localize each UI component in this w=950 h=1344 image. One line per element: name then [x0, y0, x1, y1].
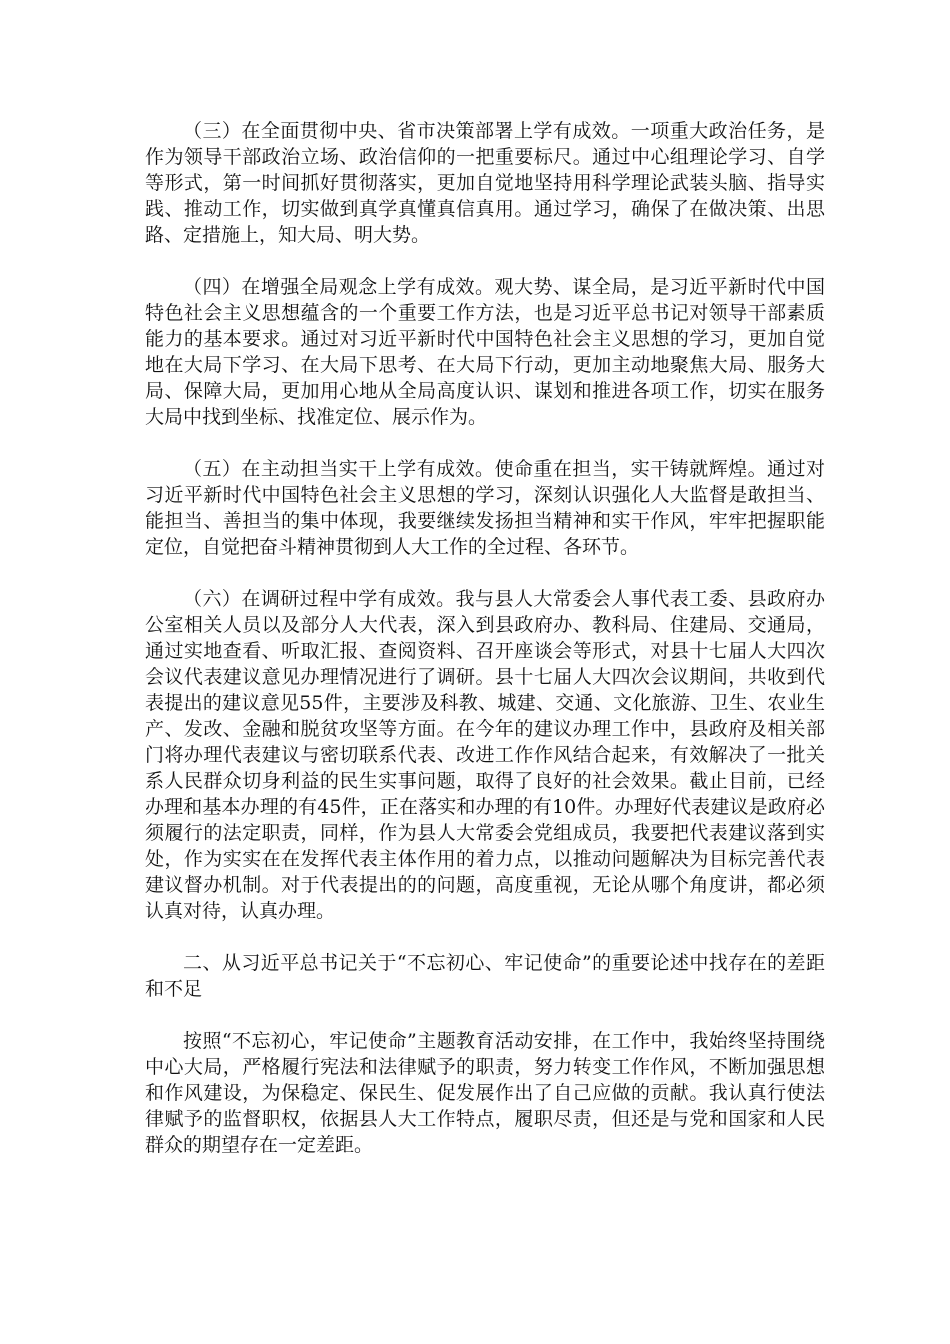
document-page: [145, 118, 825, 1184]
paragraph-section-3: （三）在全面贯彻中央、省市决策部署上学有成效。一项重大政治任务，是作为领导干部政治立场、政治信仰的一把重要标尺。通过中心组理论学习、自学等形式，第一时间抓好贯彻落实，更加自觉地坚持用科学理论武装头脑、指导实践、推动工作，切实做到真学真懂真信真用。通过学习，确保了在做决策、出思路、定措施上，知大局、明大势。: [145, 120, 825, 246]
paragraph-section-6: （六）在调研过程中学有成效。我与县人大常委会人事代表工委、县政府办公室相关人员以及部分人大代表，深入到县政府办、教科局、住建局、交通局，通过实地查看、听取汇报、查阅资料、召开座谈会等形式，对县十七届人大四次会议代表建议意见办理情况进行了调研。县十七届人大四次会议期间，共收到代表提出的建议意见55件，主要涉及科教、城建、交通、文化旅游、卫生、农业生产、发改、金融和脱贫攻坚等方面。在今年的建议办理工作中，县政府及相关部门将办理代表建议与密切联系代表、改进工作作风结合起来，有效解决了一批关系人民群众切身利益的民生实事问题，取得了良好的社会效果。截止目前，已经办理和基本办理的有45件，正在落实和办理的有10件。办理好代表建议是政府必须履行的法定职责，同样，作为县人大常委会党组成员，我要把代表建议落到实处，作为实实在在发挥代表主体作用的着力点，以推动问题解决为目标完善代表建议督办机制。对于代表提出的的问题，高度重视，无论从哪个角度讲，都必须认真对待，认真办理。: [145, 588, 825, 922]
paragraph-part-2-intro: 按照“不忘初心，牢记使命”主题教育活动安排，在工作中，我始终坚持围绕中心大局，严格履行宪法和法律赋予的职责，努力转变工作作风，不断加强思想和作风建设，为保稳定、保民生、促发展作出了自己应做的贡献。我认真行使法律赋予的监督职权，依据县人大工作特点，履职尽责，但还是与党和国家和人民群众的期望存在一定差距。: [145, 1030, 825, 1156]
heading-part-2: 二、从习近平总书记关于“不忘初心、牢记使命”的重要论述中找存在的差距和不足: [145, 952, 825, 1000]
paragraph-section-4: （四）在增强全局观念上学有成效。观大势、谋全局，是习近平新时代中国特色社会主义思想蕴含的一个重要工作方法，也是习近平总书记对领导干部素质能力的基本要求。通过对习近平新时代中国特色社会主义思想的学习，更加自觉地在大局下学习、在大局下思考、在大局下行动，更加主动地聚焦大局、服务大局、保障大局，更加用心地从全局高度认识、谋划和推进各项工作，切实在服务大局中找到坐标、找准定位、展示作为。: [145, 276, 825, 428]
paragraph-section-5: （五）在主动担当实干上学有成效。使命重在担当，实干铸就辉煌。通过对习近平新时代中国特色社会主义思想的学习，深刻认识强化人大监督是敢担当、能担当、善担当的集中体现，我要继续发扬担当精神和实干作风，牢牢把握职能定位，自觉把奋斗精神贯彻到人大工作的全过程、各环节。: [145, 458, 825, 558]
